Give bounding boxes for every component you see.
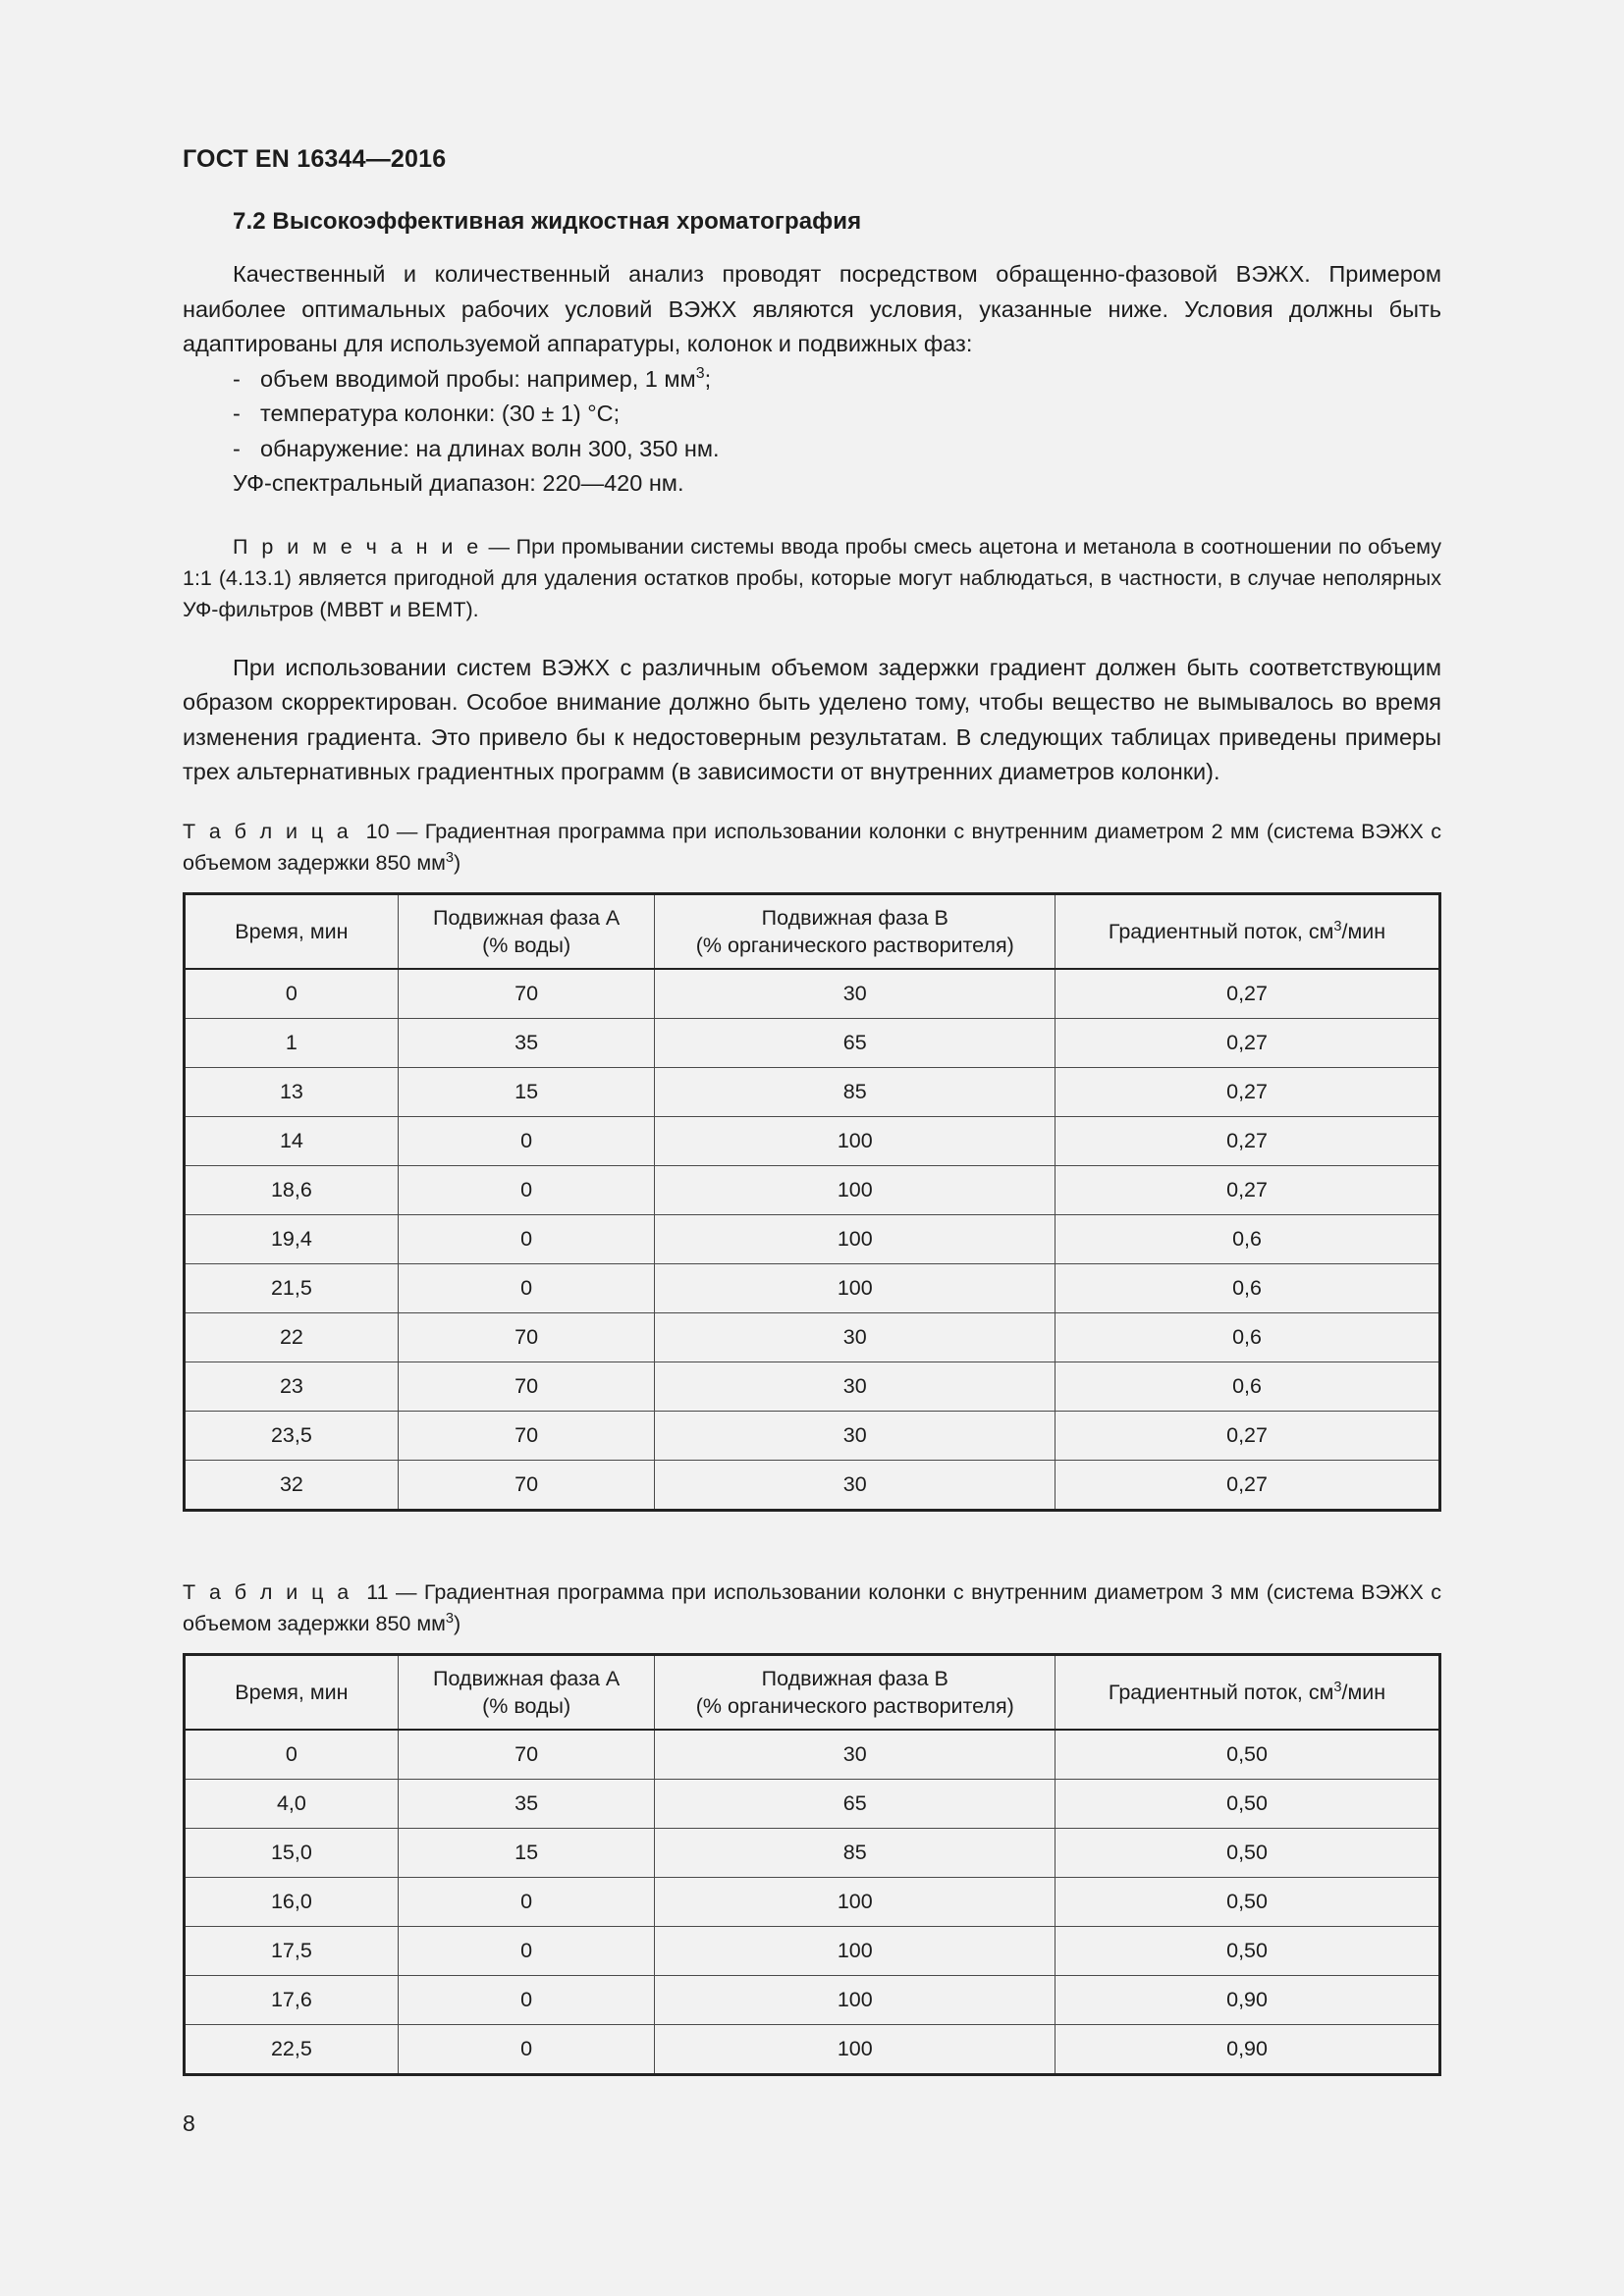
column-header-line1: Подвижная фаза В bbox=[761, 905, 948, 930]
table-cell: 70 bbox=[398, 1411, 655, 1460]
table-row bbox=[185, 1165, 1440, 1214]
table-cell: 0,50 bbox=[1056, 1779, 1440, 1828]
table-row bbox=[185, 1926, 1440, 1975]
table-row bbox=[185, 1411, 1440, 1460]
table-cell: 0,90 bbox=[1056, 1975, 1440, 2024]
table-row bbox=[185, 1214, 1440, 1263]
table-cell: 100 bbox=[655, 1165, 1056, 1214]
table-cell: 0 bbox=[398, 1165, 655, 1214]
hplc-conditions-list bbox=[183, 362, 1441, 467]
table-cell: 85 bbox=[655, 1067, 1056, 1116]
column-header-line2: (% воды) bbox=[482, 933, 571, 957]
table-cell: 100 bbox=[655, 1926, 1056, 1975]
table-row bbox=[185, 1263, 1440, 1312]
list-item-label: объем вводимой пробы: например, 1 мм bbox=[260, 365, 696, 392]
table-caption-text: — Градиентная программа при использовании колонки с внутренним диаметром 3 мм (система ВЭЖХ с объемом задержки 850 мм bbox=[183, 1579, 1442, 1635]
table-cell: 4,0 bbox=[185, 1779, 399, 1828]
table-cell: 22 bbox=[185, 1312, 399, 1362]
table-cell: 0 bbox=[398, 1263, 655, 1312]
table-10-caption bbox=[183, 816, 1441, 879]
column-header-line1: Время, мин bbox=[235, 1680, 349, 1704]
page-number: 8 bbox=[183, 2110, 195, 2136]
table-cell: 0 bbox=[398, 1975, 655, 2024]
page-content bbox=[183, 208, 1441, 2076]
table-cell: 30 bbox=[655, 1730, 1056, 1780]
table-cell: 70 bbox=[398, 1312, 655, 1362]
table-cell: 14 bbox=[185, 1116, 399, 1165]
table-caption-number: 11 bbox=[366, 1579, 389, 1604]
column-header-phase-a bbox=[398, 1654, 655, 1730]
superscript: 3 bbox=[1333, 1679, 1342, 1695]
column-header-line1: Подвижная фаза А bbox=[432, 905, 621, 930]
list-item bbox=[233, 397, 1441, 432]
list-item-suffix: ; bbox=[704, 365, 712, 392]
table-cell: 0,6 bbox=[1056, 1362, 1440, 1411]
table-cell: 65 bbox=[655, 1779, 1056, 1828]
column-header-time bbox=[185, 1654, 399, 1730]
table-cell: 100 bbox=[655, 1877, 1056, 1926]
table-cell: 0,27 bbox=[1056, 1116, 1440, 1165]
note-label: П р и м е ч а н и е bbox=[233, 534, 482, 559]
dash-marker: - bbox=[233, 365, 241, 392]
table-header bbox=[185, 893, 1440, 969]
list-item bbox=[233, 362, 1441, 398]
table-cell: 0,6 bbox=[1056, 1263, 1440, 1312]
gradient-table-11 bbox=[183, 1653, 1441, 2076]
column-header-line1: Подвижная фаза А bbox=[432, 1666, 621, 1690]
column-header-line1: Время, мин bbox=[235, 919, 349, 943]
table-cell: 0,6 bbox=[1056, 1214, 1440, 1263]
table-caption-word: Т а б л и ц а bbox=[183, 819, 352, 843]
table-cell: 65 bbox=[655, 1018, 1056, 1067]
running-header: ГОСТ EN 16344—2016 bbox=[183, 145, 447, 173]
section-title: 7.2 Высокоэффективная жидкостная хроматография bbox=[233, 208, 862, 235]
uv-range-line: УФ-спектральный диапазон: 220—420 нм. bbox=[233, 470, 684, 496]
table-cell: 0,50 bbox=[1056, 1877, 1440, 1926]
table-caption-text-tail: ) bbox=[454, 850, 461, 875]
column-header-unit-tail: /мин bbox=[1341, 1680, 1386, 1704]
table-cell: 0 bbox=[185, 969, 399, 1019]
table-cell: 30 bbox=[655, 1411, 1056, 1460]
table-cell: 1 bbox=[185, 1018, 399, 1067]
table-row bbox=[185, 1067, 1440, 1116]
table-header bbox=[185, 1654, 1440, 1730]
table-header-row bbox=[185, 893, 1440, 969]
table-cell: 100 bbox=[655, 1975, 1056, 2024]
table-cell: 22,5 bbox=[185, 2024, 399, 2074]
column-header-line1: Градиентный поток, см bbox=[1108, 1680, 1334, 1704]
column-header-time bbox=[185, 893, 399, 969]
table-cell: 23,5 bbox=[185, 1411, 399, 1460]
column-header-unit-tail: /мин bbox=[1341, 919, 1386, 943]
column-header-flow bbox=[1056, 893, 1440, 969]
column-header-phase-b bbox=[655, 1654, 1056, 1730]
table-cell: 35 bbox=[398, 1018, 655, 1067]
table-row bbox=[185, 1312, 1440, 1362]
column-header-line2: (% органического растворителя) bbox=[695, 933, 1014, 957]
table-cell: 0,27 bbox=[1056, 1165, 1440, 1214]
table-row bbox=[185, 1975, 1440, 2024]
list-item-label: обнаружение: на длинах волн 300, 350 нм. bbox=[260, 435, 720, 461]
table-cell: 32 bbox=[185, 1460, 399, 1510]
table-cell: 0 bbox=[398, 1877, 655, 1926]
dash-marker: - bbox=[233, 400, 241, 426]
table-cell: 0 bbox=[398, 1214, 655, 1263]
table-cell: 30 bbox=[655, 1362, 1056, 1411]
table-cell: 0,27 bbox=[1056, 1067, 1440, 1116]
table-cell: 35 bbox=[398, 1779, 655, 1828]
table-cell: 30 bbox=[655, 1312, 1056, 1362]
table-cell: 30 bbox=[655, 969, 1056, 1019]
column-header-line1: Подвижная фаза В bbox=[761, 1666, 948, 1690]
table-cell: 16,0 bbox=[185, 1877, 399, 1926]
table-cell: 100 bbox=[655, 1214, 1056, 1263]
table-cell: 21,5 bbox=[185, 1263, 399, 1312]
table-caption-text: — Градиентная программа при использовании колонки с внутренним диаметром 2 мм (система ВЭЖХ с объемом задержки 850 мм bbox=[183, 819, 1441, 875]
table-cell: 0,27 bbox=[1056, 1018, 1440, 1067]
table-cell: 19,4 bbox=[185, 1214, 399, 1263]
superscript: 3 bbox=[1333, 918, 1342, 934]
note-body: — При промывании системы ввода пробы смесь ацетона и метанола в соотношении по объему 1:1 (4.13.1) является пригодной для удаления остатков пробы, которые могут наблюдаться, в частности, в случае неполярных УФ-фильтров (МВВТ и ВЕМТ). bbox=[183, 534, 1441, 621]
column-header-line2: (% органического растворителя) bbox=[695, 1693, 1014, 1718]
table-cell: 0,50 bbox=[1056, 1926, 1440, 1975]
table-row bbox=[185, 2024, 1440, 2074]
table-body bbox=[185, 1730, 1440, 2075]
table-cell: 30 bbox=[655, 1460, 1056, 1510]
table-cell: 15 bbox=[398, 1067, 655, 1116]
list-item bbox=[233, 432, 1441, 467]
table-cell: 0,27 bbox=[1056, 969, 1440, 1019]
table-row bbox=[185, 969, 1440, 1019]
table-cell: 0,27 bbox=[1056, 1411, 1440, 1460]
superscript: 3 bbox=[445, 849, 455, 866]
table-cell: 17,5 bbox=[185, 1926, 399, 1975]
gradient-table-10 bbox=[183, 892, 1441, 1512]
table-cell: 0,90 bbox=[1056, 2024, 1440, 2074]
intro-paragraph: Качественный и количественный анализ проводят посредством обращенно-фазовой ВЭЖХ. Примером наиболее оптимальных рабочих условий ВЭЖХ являются условия, указанные ниже. Условия должны быть адаптированы для используемой аппаратуры, колонок и подвижных фаз: bbox=[183, 261, 1441, 356]
list-item-label: температура колонки: (30 ± 1) °C; bbox=[260, 400, 621, 426]
table-cell: 70 bbox=[398, 1460, 655, 1510]
superscript: 3 bbox=[695, 364, 705, 382]
superscript: 3 bbox=[445, 1610, 455, 1627]
table-row bbox=[185, 1460, 1440, 1510]
table-cell: 85 bbox=[655, 1828, 1056, 1877]
table-cell: 15 bbox=[398, 1828, 655, 1877]
table-header-row bbox=[185, 1654, 1440, 1730]
table-cell: 0 bbox=[398, 2024, 655, 2074]
table-11-caption bbox=[183, 1576, 1441, 1639]
table-cell: 70 bbox=[398, 1730, 655, 1780]
column-header-flow bbox=[1056, 1654, 1440, 1730]
table-cell: 100 bbox=[655, 1116, 1056, 1165]
table-cell: 0,6 bbox=[1056, 1312, 1440, 1362]
column-header-phase-b bbox=[655, 893, 1056, 969]
table-cell: 0,27 bbox=[1056, 1460, 1440, 1510]
table-cell: 18,6 bbox=[185, 1165, 399, 1214]
note-paragraph bbox=[183, 531, 1441, 625]
table-cell: 70 bbox=[398, 1362, 655, 1411]
table-row bbox=[185, 1828, 1440, 1877]
table-cell: 0 bbox=[398, 1116, 655, 1165]
table-cell: 23 bbox=[185, 1362, 399, 1411]
table-cell: 0 bbox=[185, 1730, 399, 1780]
dash-marker: - bbox=[233, 435, 241, 461]
table-caption-word: Т а б л и ц а bbox=[183, 1579, 352, 1604]
gradient-paragraph: При использовании систем ВЭЖХ с различным объемом задержки градиент должен быть соответствующим образом скорректирован. Особое внимание должно быть уделено тому, чтобы вещество не вымывалось во время изменения градиента. Это привело бы к недостоверным результатам. В следующих таблицах приведены примеры трех альтернативных градиентных программ (в зависимости от внутренних диаметров колонки). bbox=[183, 654, 1441, 784]
table-row bbox=[185, 1877, 1440, 1926]
table-row bbox=[185, 1018, 1440, 1067]
column-header-phase-a bbox=[398, 893, 655, 969]
table-cell: 17,6 bbox=[185, 1975, 399, 2024]
table-row bbox=[185, 1730, 1440, 1780]
table-cell: 0,50 bbox=[1056, 1730, 1440, 1780]
table-caption-text-tail: ) bbox=[454, 1611, 461, 1635]
column-header-line2: (% воды) bbox=[482, 1693, 571, 1718]
table-cell: 13 bbox=[185, 1067, 399, 1116]
table-cell: 100 bbox=[655, 2024, 1056, 2074]
table-row bbox=[185, 1116, 1440, 1165]
table-cell: 15,0 bbox=[185, 1828, 399, 1877]
column-header-line1: Градиентный поток, см bbox=[1108, 919, 1334, 943]
table-caption-number: 10 bbox=[365, 819, 390, 843]
table-body bbox=[185, 969, 1440, 1511]
table-row bbox=[185, 1362, 1440, 1411]
table-cell: 0 bbox=[398, 1926, 655, 1975]
table-row bbox=[185, 1779, 1440, 1828]
table-cell: 100 bbox=[655, 1263, 1056, 1312]
table-cell: 70 bbox=[398, 969, 655, 1019]
table-cell: 0,50 bbox=[1056, 1828, 1440, 1877]
